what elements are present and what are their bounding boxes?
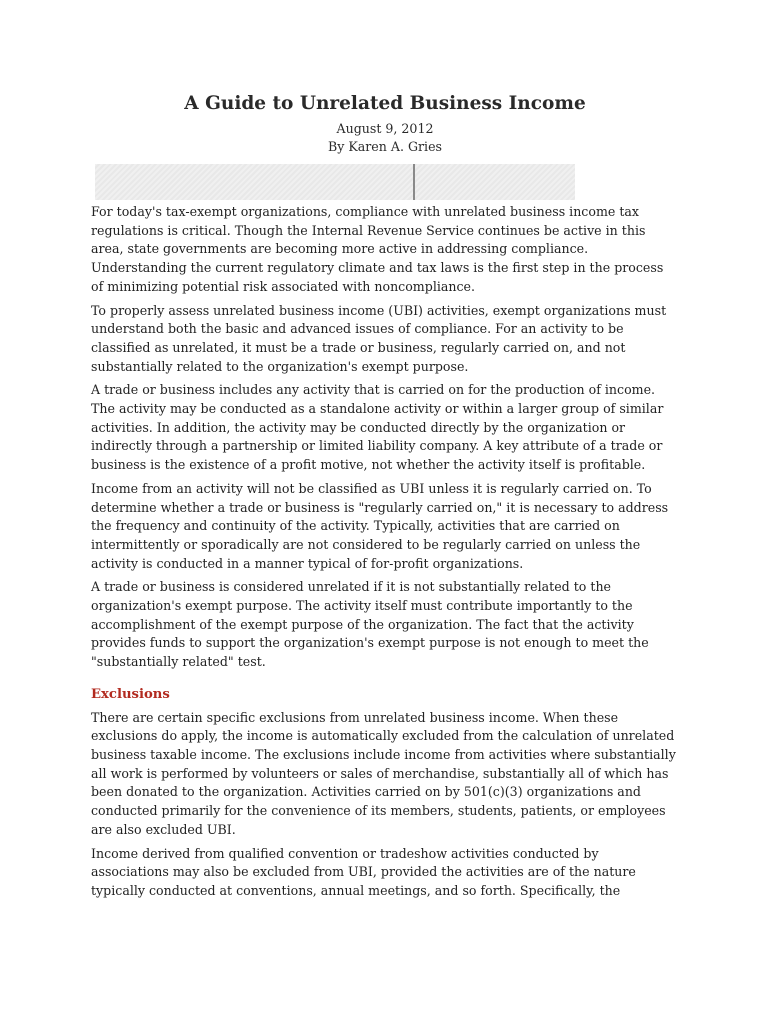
placeholder-divider	[413, 164, 415, 200]
image-placeholder	[95, 164, 575, 200]
paragraph: To properly assess unrelated business income (UBI) activities, exempt organizations must understand both the basic and advanced issues of compliance. For an activity to be classified as unrelated, it must be a trade or business, regularly carried on, and not substantially related to the organization's exempt purpose.	[91, 302, 667, 374]
paragraph: A trade or business includes any activity that is carried on for the production of income. The activity may be conducted as a standalone activity or within a larger group of similar activities. In addition, the activity may be conducted directly by the organization or indirectly through a partnership or limited liability company. A key attribute of a trade or business is the existence of a profit motive, not whether the activity itself is profitable.	[91, 382, 664, 473]
paragraph: For today's tax-exempt organizations, compliance with unrelated business income tax regulations is critical. Though the Internal Revenue Service continues be active in this area, state governments are becoming more active in addressing compliance. Understanding the current regulatory climate and tax laws is the first step in the process of minimizing potential risk associated with noncompliance.	[91, 204, 664, 294]
paragraph: A trade or business is considered unrelated if it is not substantially related to the organization's exempt purpose. The activity itself must contribute importantly to the accomplishment of the exempt purpose of the organization. The fact that the activity provides funds to support the organization's exempt purpose is not enough to meet the "substantially related" test.	[91, 579, 649, 670]
paragraph: Income derived from qualified convention or tradeshow activities conducted by associations may also be excluded from UBI, provided the activities are of the nature typically conducted at conventions, annual meetings, and so forth. Specifically, the	[91, 845, 636, 898]
paragraph: There are certain specific exclusions from unrelated business income. When these exclusions do apply, the income is automatically excluded from the calculation of unrelated business taxable income. The exclusions include income from activities where substantially all work is performed by volunteers or sales of merchandise, substantially all of which has been donated to the organization. Activities carried on by 501(c)(3) organizations and conducted primarily for the convenience of its members, students, patients, or employees are also excluded UBI.	[91, 709, 676, 837]
paragraph: Income from an activity will not be classified as UBI unless it is regularly carried on. To determine whether a trade or business is "regularly carried on," it is necessary to address the frequency and continuity of the activity. Typically, activities that are carried on intermittently or sporadically are not considered to be regularly carried on unless the activity is conducted in a manner typical of for-profit organizations.	[91, 480, 669, 571]
document-date: August 9, 2012	[336, 121, 434, 136]
document-title: A Guide to Unrelated Business Income	[184, 93, 586, 114]
document-body	[91, 203, 676, 906]
section-heading-exclusions: Exclusions	[91, 686, 170, 702]
document-author: By Karen A. Gries	[327, 139, 442, 154]
